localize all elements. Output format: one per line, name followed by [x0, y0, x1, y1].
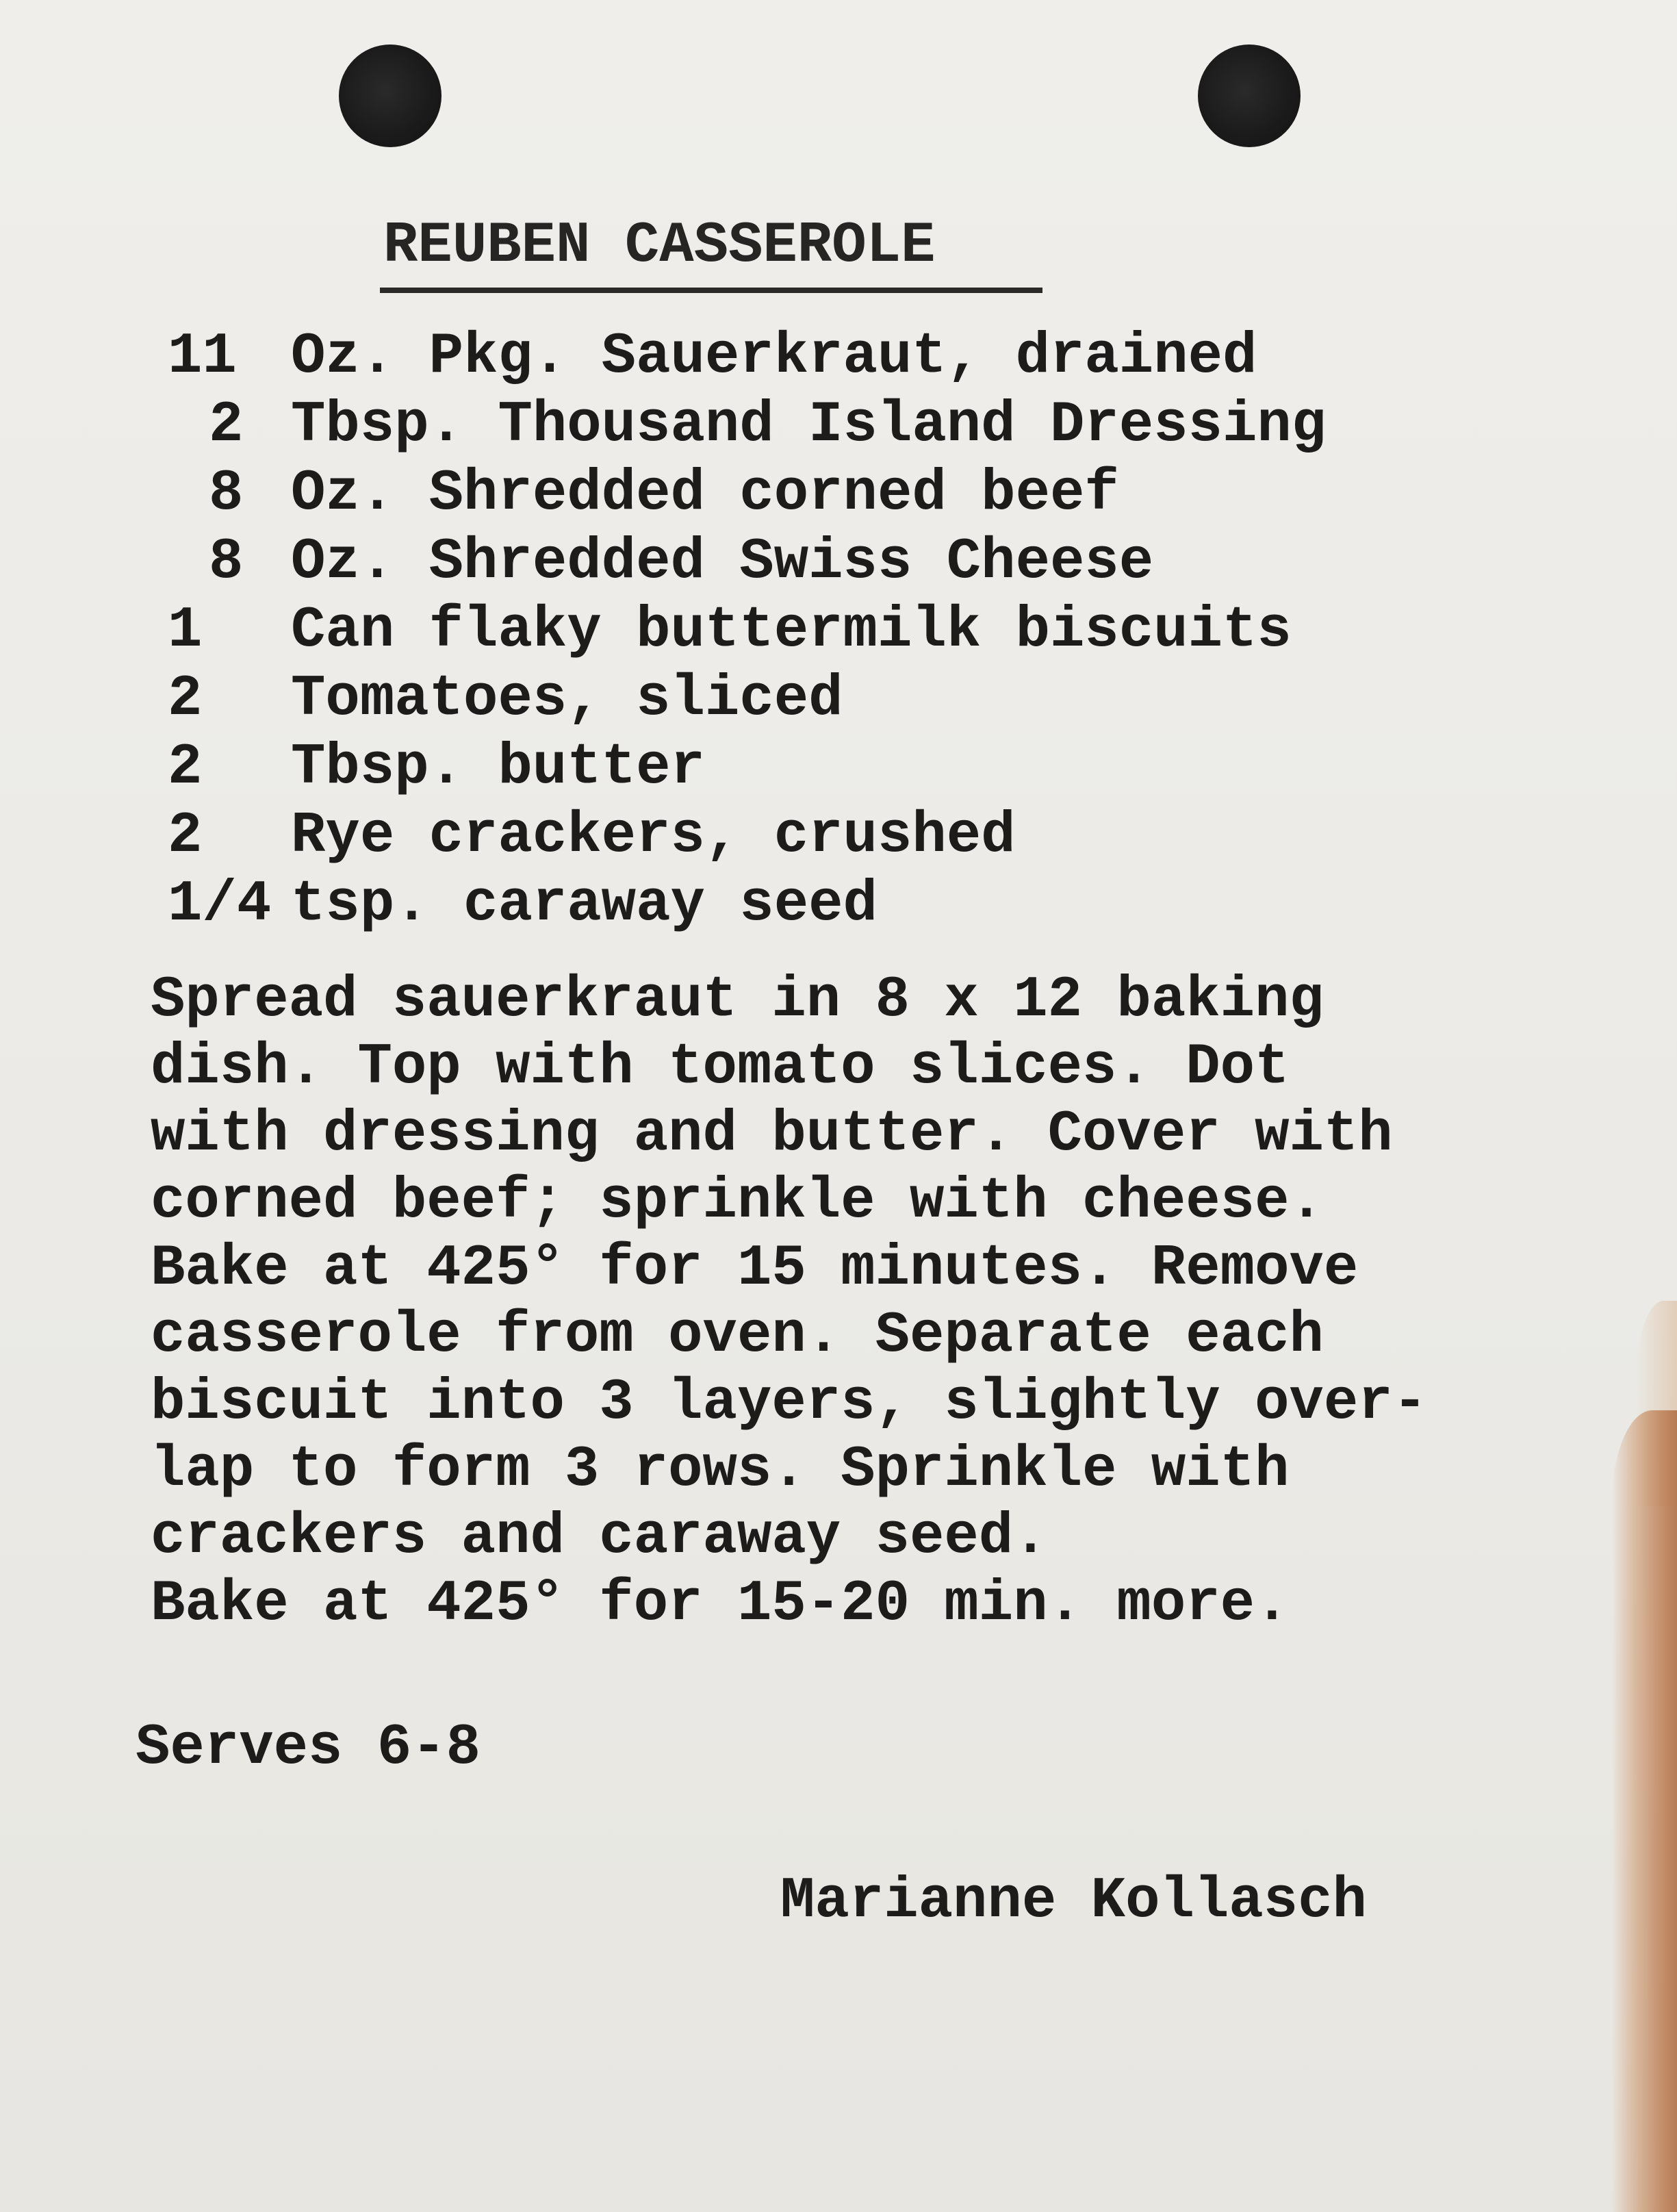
recipe-author: Marianne Kollasch — [780, 1869, 1367, 1934]
direction-line: Bake at 425° for 15 minutes. Remove — [151, 1236, 1359, 1301]
direction-line: Spread sauerkraut in 8 x 12 baking — [151, 968, 1324, 1033]
direction-line: Bake at 425° for 15-20 min. more. — [151, 1572, 1290, 1637]
direction-line: dish. Top with tomato slices. Dot — [151, 1035, 1290, 1100]
ingredient-row — [168, 665, 1326, 734]
ingredient-item: Oz. Shredded corned beef — [291, 461, 1119, 526]
ingredient-row — [168, 323, 1326, 392]
ingredient-row — [168, 597, 1326, 665]
ingredient-quantity: 11 — [168, 325, 237, 390]
punch-hole-left — [339, 45, 441, 147]
direction-line: casserole from oven. Separate each — [151, 1304, 1324, 1369]
ingredient-list — [168, 323, 1326, 939]
ingredient-quantity: 2 — [168, 667, 203, 732]
ingredient-item: Oz. Shredded Swiss Cheese — [291, 530, 1154, 595]
ingredient-item: Tomatoes, sliced — [291, 667, 843, 732]
ingredient-row — [168, 392, 1326, 460]
ingredient-quantity: 2 — [209, 393, 244, 458]
ingredient-item: Tbsp. butter — [291, 735, 705, 800]
direction-line: corned beef; sprinkle with cheese. — [151, 1169, 1324, 1234]
directions-text — [151, 967, 1427, 1638]
direction-line: lap to form 3 rows. Sprinkle with — [151, 1438, 1290, 1503]
recipe-title: REUBEN CASSEROLE — [383, 214, 936, 279]
age-stain — [1611, 1410, 1677, 2212]
ingredient-row — [168, 734, 1326, 802]
ingredient-item: Oz. Pkg. Sauerkraut, drained — [291, 325, 1257, 390]
direction-line: crackers and caraway seed. — [151, 1505, 1048, 1570]
ingredient-quantity: 8 — [209, 530, 244, 595]
ingredient-row — [168, 460, 1326, 529]
ingredient-row — [168, 802, 1326, 871]
direction-line: biscuit into 3 layers, slightly over- — [151, 1371, 1428, 1436]
ingredient-item: Can flaky buttermilk biscuits — [291, 598, 1292, 663]
ingredient-row — [168, 529, 1326, 597]
ingredient-quantity: 1/4 — [168, 872, 272, 937]
ingredient-row — [168, 871, 1326, 939]
ingredient-item: Tbsp. Thousand Island Dressing — [291, 393, 1327, 458]
ingredient-quantity: 2 — [168, 804, 203, 869]
direction-line: with dressing and butter. Cover with — [151, 1102, 1393, 1167]
serves-note: Serves 6-8 — [136, 1716, 481, 1781]
ingredient-quantity: 8 — [209, 461, 244, 526]
title-underline — [380, 288, 1042, 293]
ingredient-item: tsp. caraway seed — [291, 872, 878, 937]
ingredient-quantity: 2 — [168, 735, 203, 800]
ingredient-item: Rye crackers, crushed — [291, 804, 1016, 869]
ingredient-quantity: 1 — [168, 598, 203, 663]
punch-hole-right — [1198, 45, 1301, 147]
